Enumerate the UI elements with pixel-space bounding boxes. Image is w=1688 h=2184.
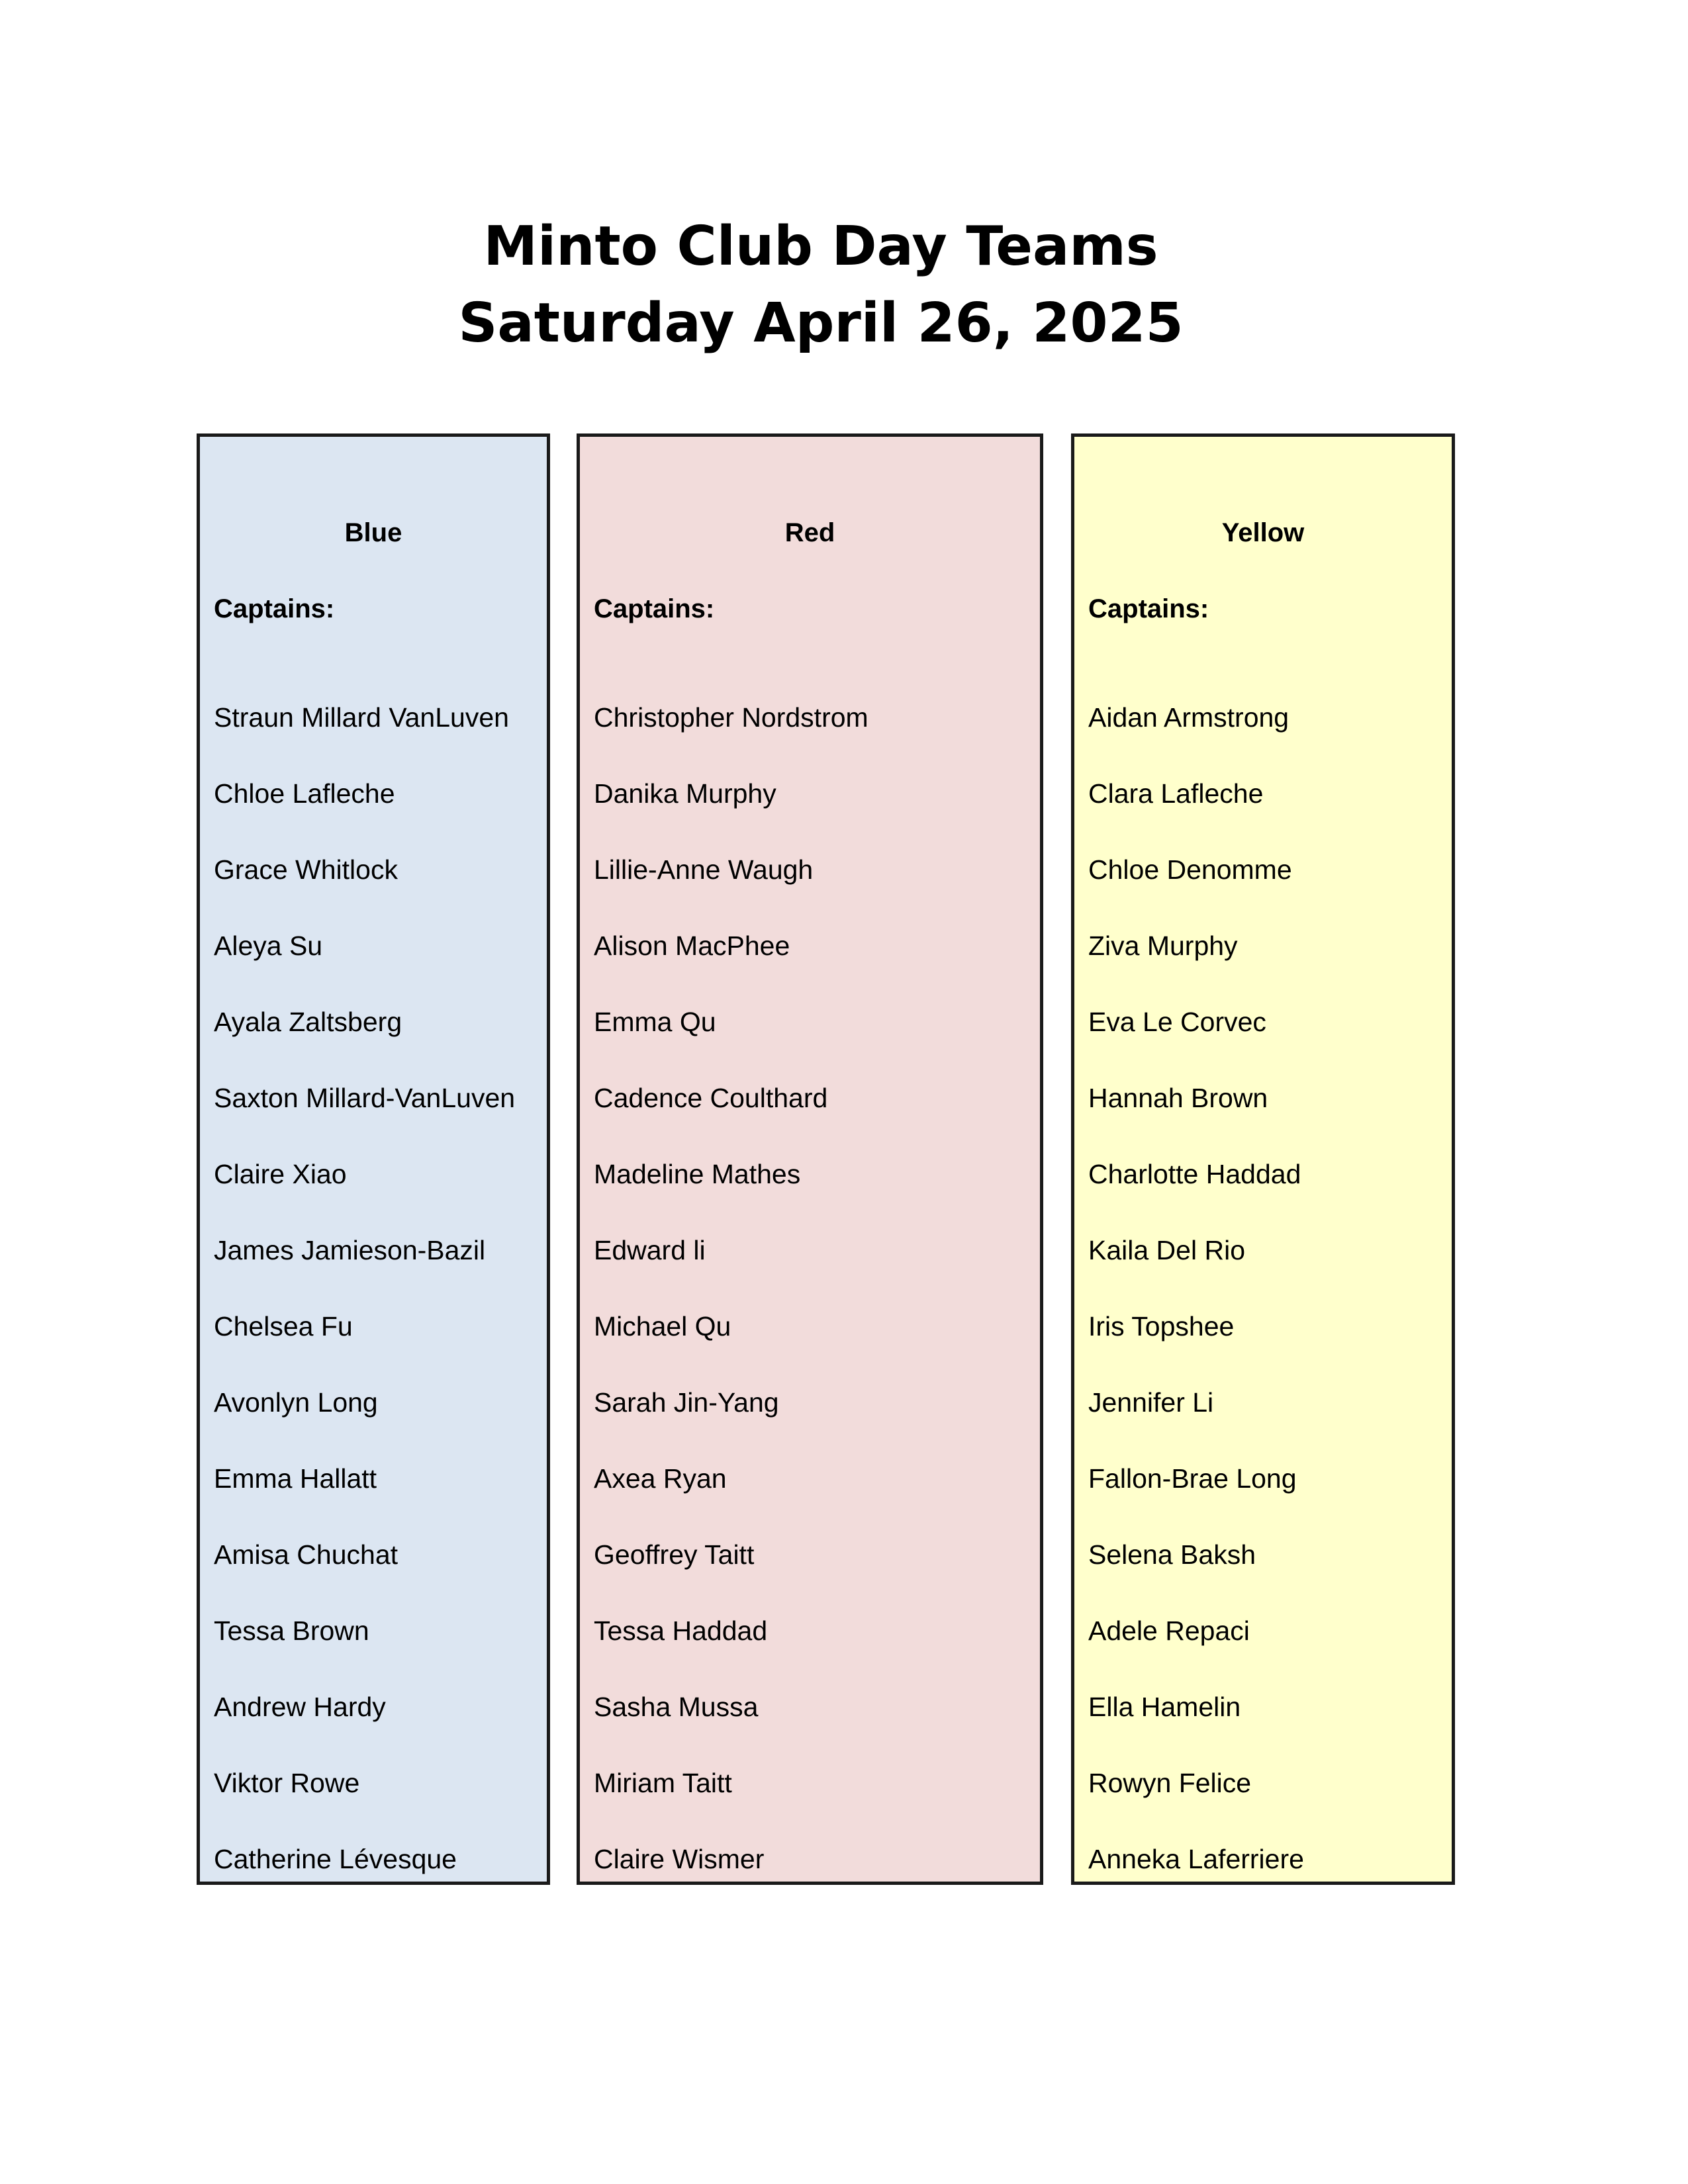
team-member: Ayala Zaltsberg: [214, 1007, 402, 1037]
team-member: Avonlyn Long: [214, 1387, 378, 1418]
team-column-yellow: [1071, 433, 1455, 1885]
team-member: Edward li: [594, 1235, 706, 1265]
team-member: Straun Millard VanLuven: [214, 702, 509, 733]
team-member: Madeline Mathes: [594, 1159, 801, 1189]
team-member: Clara Lafleche: [1088, 778, 1264, 809]
team-member: James Jamieson-Bazil: [214, 1235, 486, 1265]
team-column-red: [577, 433, 1043, 1885]
team-name: Yellow: [1221, 518, 1305, 547]
team-member: Danika Murphy: [594, 778, 776, 809]
team-member: Sasha Mussa: [594, 1692, 759, 1722]
captains-label: Captains:: [214, 594, 335, 623]
team-member: Ziva Murphy: [1088, 931, 1238, 961]
team-member: Saxton Millard-VanLuven: [214, 1083, 516, 1113]
team-member: Lillie-Anne Waugh: [594, 854, 814, 885]
team-column-blue: [197, 433, 550, 1885]
team-member: Claire Wismer: [594, 1844, 765, 1874]
captains-label: Captains:: [594, 594, 715, 623]
team-member: Adele Repaci: [1088, 1615, 1250, 1646]
team-member: Charlotte Haddad: [1088, 1159, 1301, 1189]
team-member: Aidan Armstrong: [1088, 702, 1289, 733]
team-member: Anneka Laferriere: [1088, 1844, 1304, 1874]
member-list: [214, 701, 515, 1885]
team-member: Emma Qu: [594, 1007, 716, 1037]
team-member: Chelsea Fu: [214, 1311, 353, 1342]
team-member: Cadence Coulthard: [594, 1083, 828, 1113]
team-member: Ella Hamelin: [1088, 1692, 1241, 1722]
team-member: Fallon-Brae Long: [1088, 1463, 1297, 1494]
member-list: [1088, 701, 1304, 1885]
team-member: Claire Xiao: [214, 1159, 347, 1189]
page-title: [0, 208, 1642, 362]
title-line-2: Saturday April 26, 2025: [458, 292, 1184, 355]
team-member: Emma Hallatt: [214, 1463, 377, 1494]
team-member: Kaila Del Rio: [1088, 1235, 1245, 1265]
team-member: Miriam Taitt: [594, 1768, 732, 1798]
captains-label: Captains:: [1088, 594, 1209, 623]
team-member: Selena Baksh: [1088, 1539, 1256, 1570]
team-name: Blue: [344, 518, 402, 547]
team-member: Grace Whitlock: [214, 854, 398, 885]
team-member: Catherine Lévesque: [214, 1844, 457, 1874]
team-member: Alison MacPhee: [594, 931, 790, 961]
team-member: Chloe Denomme: [1088, 854, 1292, 885]
team-member: Tessa Brown: [214, 1615, 369, 1646]
member-list: [594, 701, 868, 1885]
team-member: Amisa Chuchat: [214, 1539, 399, 1570]
team-member: Jennifer Li: [1088, 1387, 1214, 1418]
team-member: Eva Le Corvec: [1088, 1007, 1266, 1037]
team-member: Geoffrey Taitt: [594, 1539, 755, 1570]
team-member: Rowyn Felice: [1088, 1768, 1252, 1798]
team-member: Viktor Rowe: [214, 1768, 360, 1798]
team-member: Axea Ryan: [594, 1463, 727, 1494]
title-line-1: Minto Club Day Teams: [483, 215, 1158, 278]
team-member: Sarah Jin-Yang: [594, 1387, 779, 1418]
team-member: Christopher Nordstrom: [594, 702, 868, 733]
team-member: Chloe Lafleche: [214, 778, 395, 809]
team-member: Aleya Su: [214, 931, 323, 961]
team-member: Tessa Haddad: [594, 1615, 768, 1646]
team-member: Iris Topshee: [1088, 1311, 1235, 1342]
team-member: Andrew Hardy: [214, 1692, 386, 1722]
team-member: Michael Qu: [594, 1311, 731, 1342]
team-name: Red: [784, 518, 835, 547]
team-member: Hannah Brown: [1088, 1083, 1268, 1113]
